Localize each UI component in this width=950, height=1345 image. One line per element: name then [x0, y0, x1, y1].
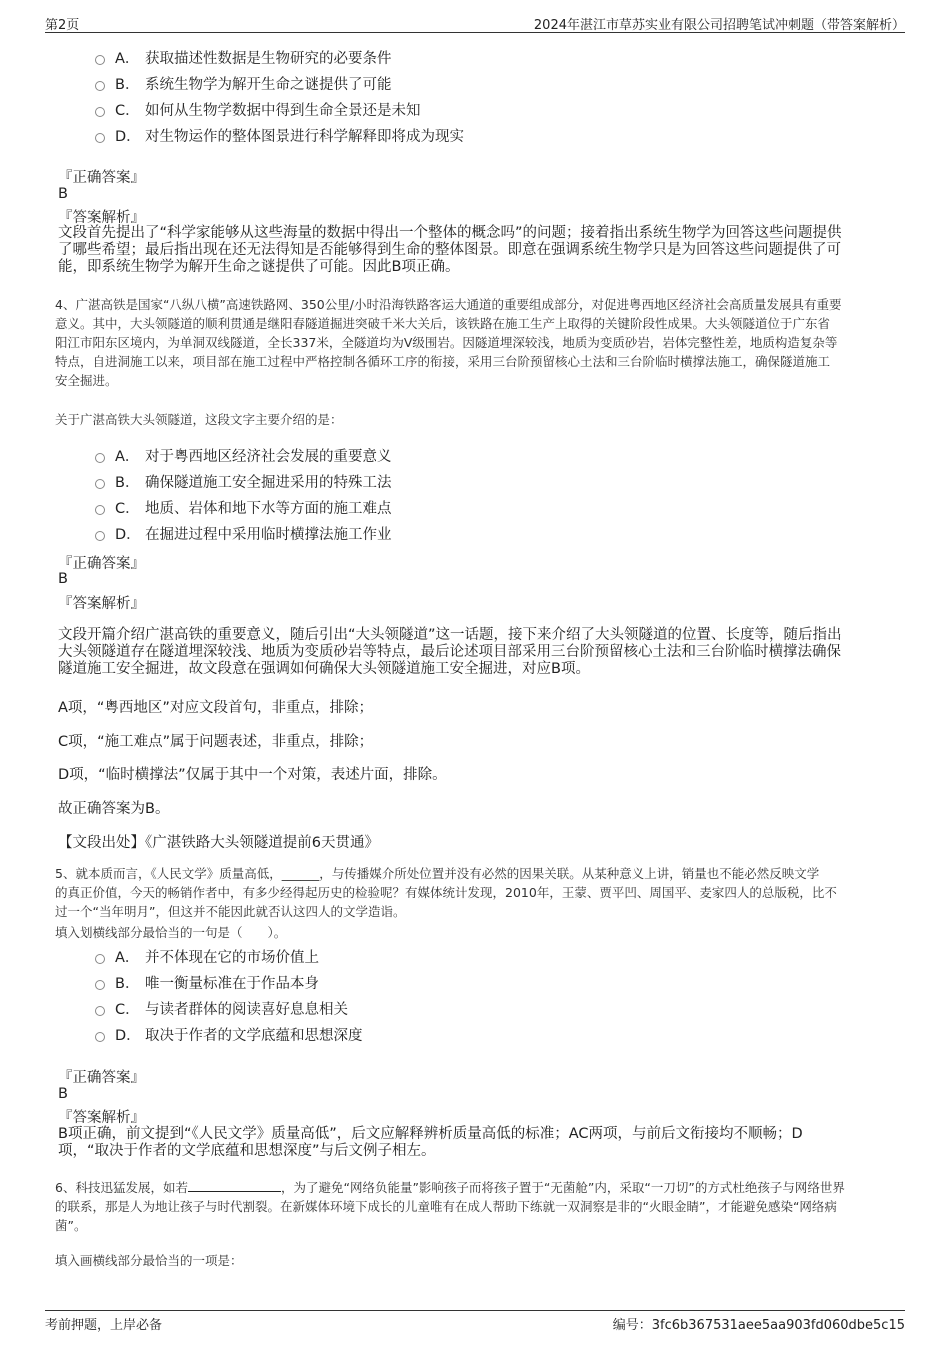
- q4-stem: 4、广湛高铁是国家“八纵八横”高速铁路网、350公里/小时沿海铁路客运大通道的重要组成部分，对促进粤西地区经济社会高质量发展具有重要 意义。其中，大头领隧道的顺利贯通是继阳春隧道掘进突破千米大关后，该铁路在施工生产上取得的关键阶段性成果。大头领隧道位于广东省 阳江市阳东区境内，为单洞双线隧道，全长337米，全隧道均为V级围岩。因隧道埋深较浅，地质为变质砂岩，岩体完整性差，地质构造复杂等 特点，自进洞施工以来，项目部在施工过程中严格控制各循环工序的衔接，采用三台阶预留核心土法和三台阶临时横撑法施工，确保隧道施工 安全掘进。: [55, 297, 842, 388]
- q4-analysis-label: 『答案解析』: [58, 596, 145, 612]
- radio-icon[interactable]: [95, 107, 105, 117]
- page-header: [45, 14, 905, 33]
- q4-note-c: C项，“施工难点”属于问题表述，非重点，排除；: [58, 734, 374, 750]
- q5-option-b[interactable]: B． 唯一衡量标准在于作品本身: [95, 969, 363, 995]
- footer-code: 编号：3fc6b367531aee5aa903fd060dbe5c15: [612, 1318, 905, 1333]
- radio-icon[interactable]: [95, 1006, 105, 1016]
- q5-option-a[interactable]: A． 并不体现在它的市场价值上: [95, 943, 363, 969]
- q3-analysis-label: 『答案解析』: [58, 210, 145, 226]
- q4-note-d: D项，“临时横撑法”仅属于其中一个对策，表述片面，排除。: [58, 767, 447, 783]
- radio-icon[interactable]: [95, 81, 105, 91]
- radio-icon[interactable]: [95, 479, 105, 489]
- q4-source: 【文段出处】《广湛铁路大头领隧道提前6天贯通》: [58, 835, 379, 851]
- q6-stem: 6、科技迅猛发展，如若 ，为了避免“网络负能量”影响孩子而将孩子置于“无菌舱”内，采取“一刀切”的方式杜绝孩子与网络世界 的联系，那是人为地让孩子与时代割裂。在新媒体环境下成长的儿童唯有在成人帮助下练就一双洞察是非的“火眼金睛”，才能避免感染“网络病 菌”。: [55, 1180, 845, 1233]
- q4-answer: B: [58, 571, 68, 587]
- footer-slogan: 考前押题，上岸必备: [45, 1318, 163, 1333]
- q4-option-c[interactable]: C． 地质、岩体和地下水等方面的施工难点: [95, 494, 392, 520]
- radio-icon[interactable]: [95, 505, 105, 515]
- page-number: 第2页: [45, 18, 80, 33]
- fill-blank[interactable]: [188, 1179, 281, 1192]
- q4-option-b[interactable]: B． 确保隧道施工安全掘进采用的特殊工法: [95, 468, 392, 494]
- q5-option-d[interactable]: D． 取决于作者的文学底蕴和思想深度: [95, 1021, 363, 1047]
- q4-analysis: 文段开篇介绍广湛高铁的重要意义，随后引出“大头领隧道”这一话题，接下来介绍了大头领隧道的位置、长度等，随后指出 大头领隧道存在隧道埋深较浅、地质为变质砂岩等特点，最后论述项目部采用三台阶预留核心土法和三台阶临时横撑法确保 隧道施工安全掘进，故文段意在强调如何确保大头领隧道施工安全掘进，对应B项。: [58, 627, 842, 677]
- q5-answer-label: 『正确答案』: [58, 1070, 145, 1086]
- radio-icon[interactable]: [95, 531, 105, 541]
- radio-icon[interactable]: [95, 954, 105, 964]
- q4-question: 关于广湛高铁大头领隧道，这段文字主要介绍的是：: [55, 412, 343, 427]
- q4-note-a: A项，“粤西地区”对应文段首句，非重点，排除；: [58, 700, 373, 716]
- q3-options: [95, 44, 464, 148]
- q5-analysis-label: 『答案解析』: [58, 1110, 145, 1126]
- document-title: 2024年湛江市草苏实业有限公司招聘笔试冲刺题（带答案解析）: [533, 18, 905, 33]
- q3-option-a[interactable]: A． 获取描述性数据是生物研究的必要条件: [95, 44, 464, 70]
- q3-analysis: 文段首先提出了“科学家能够从这些海量的数据中得出一个整体的概念吗”的问题；接着指出系统生物学为回答这些问题提供 了哪些希望；最后指出现在还无法得知是否能够得到生命的整体图景。即意在强调系统生物学只是为回答这些问题提供了可 能，即系统生物学为解开生命之谜提供了可能。因此B项正确。: [58, 225, 842, 275]
- q5-stem: 5、就本质而言，《人民文学》质量高低，______，与传播媒介所处位置并没有必然的因果关联。从某种意义上讲，销量也不能必然反映文学 的真正价值，今天的畅销作者中，有多少经得起历史的检验呢？有媒体统计发现，2010年，王蒙、贾平凹、周国平、麦家四人的总版税，比不 过一个“当年明月”，但这并不能因此就否认这四人的文学造诣。: [55, 866, 837, 919]
- q6-question: 填入画横线部分最恰当的一项是：: [55, 1253, 243, 1268]
- q5-analysis: B项正确，前文提到“《人民文学》质量高低”，后文应解释辨析质量高低的标准；AC两项，与前后文衔接均不顺畅；D 项，“取决于作者的文学底蕴和思想深度”与后文例子相左。: [58, 1126, 803, 1159]
- radio-icon[interactable]: [95, 1032, 105, 1042]
- radio-icon[interactable]: [95, 55, 105, 65]
- q3-answer: B: [58, 186, 68, 202]
- radio-icon[interactable]: [95, 133, 105, 143]
- q5-question: 填入划横线部分最恰当的一句是（ ）。: [55, 925, 287, 940]
- q5-options: [95, 943, 363, 1047]
- page-footer: [45, 1310, 905, 1333]
- q4-options: [95, 442, 392, 546]
- radio-icon[interactable]: [95, 980, 105, 990]
- q3-option-b[interactable]: B． 系统生物学为解开生命之谜提供了可能: [95, 70, 464, 96]
- q4-option-a[interactable]: A． 对于粤西地区经济社会发展的重要意义: [95, 442, 392, 468]
- radio-icon[interactable]: [95, 453, 105, 463]
- q5-answer: B: [58, 1086, 68, 1102]
- q3-option-c[interactable]: C． 如何从生物学数据中得到生命全景还是未知: [95, 96, 464, 122]
- q3-answer-label: 『正确答案』: [58, 170, 145, 186]
- q5-option-c[interactable]: C． 与读者群体的阅读喜好息息相关: [95, 995, 363, 1021]
- q4-conclusion: 故正确答案为B。: [58, 801, 170, 817]
- q4-option-d[interactable]: D． 在掘进过程中采用临时横撑法施工作业: [95, 520, 392, 546]
- q3-option-d[interactable]: D． 对生物运作的整体图景进行科学解释即将成为现实: [95, 122, 464, 148]
- q4-answer-label: 『正确答案』: [58, 556, 145, 572]
